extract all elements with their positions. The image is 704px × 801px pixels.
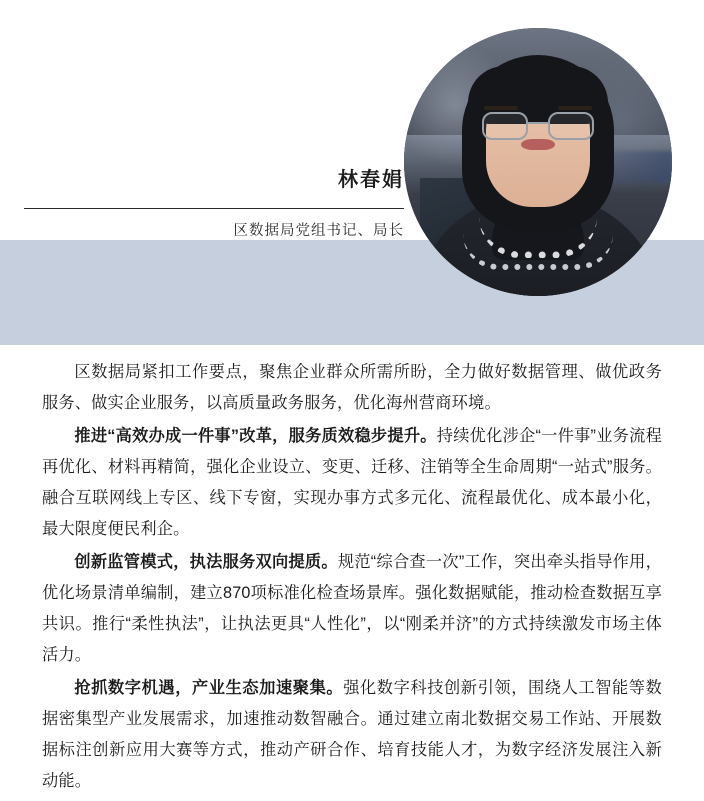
paragraph (42, 673, 662, 797)
divider-rule (24, 208, 404, 209)
paragraph-lead: 创新监管模式，执法服务双向提质。 (74, 553, 338, 571)
paragraph (42, 547, 662, 671)
paragraph-lead: 抢抓数字机遇，产业生态加速聚集。 (74, 679, 344, 697)
paragraph-lead: 推进“高效办成一件事”改革，服务质效稳步提升。 (74, 427, 437, 445)
paragraph-text: 持续优化涉企“一件事”业务流程再优化、材料再精简，强化企业设立、变更、迁移、注销等全生命周期“一站式”服务。融合互联网线上专区、线下专窗，实现办事方式多元化、流程最优化、成本最小化，最大限度便民利企。 (42, 427, 663, 538)
glasses-lens-left (482, 112, 528, 140)
person-name: 林春娟 (338, 169, 404, 191)
glasses-lens-right (548, 112, 594, 140)
portrait-photo (404, 28, 672, 296)
portrait-necklace-lower (463, 234, 613, 270)
paragraph-text: 规范“综合查一次”工作，突出牵头指导作用，优化场景清单编制，建立870项标准化检查场景库。强化数据赋能，推动检查数据互享共识。推行“柔性执法”，让执法更具“人性化”，以“刚柔并济”的方式持续激发市场主体活力。 (42, 553, 663, 664)
portrait-glasses (482, 112, 594, 138)
article-body (0, 345, 704, 801)
person-title: 区数据局党组书记、局长 (233, 223, 404, 239)
portrait-lips (521, 139, 555, 150)
header-band (0, 0, 704, 345)
paragraph-text: 强化数字科技创新引领，围绕人工智能等数据密集型产业发展需求，加速推动数智融合。通过建立南北数据交易工作站、开展数据标注创新应用大赛等方式，推动产研合作、培育技能人才，为数字经济发展注入新动能。 (42, 679, 662, 790)
glasses-bridge (526, 122, 550, 124)
paragraph-text: 区数据局紧扣工作要点，聚焦企业群众所需所盼，全力做好数据管理、做优政务服务、做实企业服务，以高质量政务服务，优化海州营商环境。 (42, 363, 662, 412)
name-block (24, 166, 404, 243)
paragraph (42, 357, 662, 419)
portrait-brow-left (484, 106, 518, 110)
portrait-brow-right (558, 106, 592, 110)
paragraph (42, 421, 662, 545)
